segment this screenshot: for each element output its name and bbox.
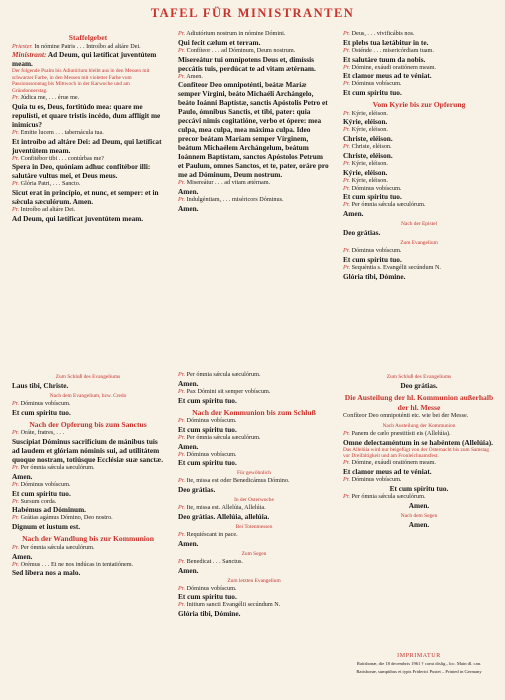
line-text: Laus tibi, Christe.: [12, 381, 69, 390]
speaker-label: Pr.: [12, 543, 20, 551]
line-text: Omne delectaméntum in se habéntem (Allelúia).: [343, 437, 493, 447]
ministrant-response: [178, 80, 330, 179]
ministrant-response: [178, 187, 330, 196]
priest-line: [343, 160, 495, 168]
column-bottom-middle: [178, 371, 330, 618]
line-text: Dómine, exáudi oratiónem meam.: [351, 459, 436, 467]
line-text: Amen.: [12, 471, 33, 481]
priest-line: [343, 110, 495, 118]
priest-line: [178, 371, 330, 379]
line-text: Et cum spíritu tuo.: [343, 88, 402, 98]
speaker-label: Pr.: [12, 128, 20, 136]
ministrant-response: [12, 408, 164, 417]
line-text: Et plebs tua lætábitur in te.: [343, 37, 429, 47]
priest-line: [12, 498, 164, 506]
speaker-label: Pr.: [178, 387, 186, 395]
line-text: Misereátur . . . ad vitam ætérnam.: [186, 179, 271, 187]
priest-line: [343, 30, 495, 38]
rubric-heading: [178, 551, 330, 558]
line-text: Orémus . . . Et ne nos indúcas in tentatiónem.: [20, 560, 134, 568]
line-text: Dóminus vobíscum.: [351, 476, 402, 484]
ministrant-response: [343, 134, 495, 143]
ministrant-response: [178, 396, 330, 405]
speaker-label: Pr.: [343, 80, 351, 88]
line-text: Requiéscant in pace.: [186, 531, 238, 539]
line-text: Dóminus vobíscum.: [20, 480, 71, 488]
line-text: Confitébor tibi . . . contúrbas me?: [20, 154, 104, 162]
speaker-label: Pr.: [343, 429, 351, 437]
line-text: Quia tu es, Deus, fortitúdo mea: quare me repulísti, et quare tristis incédo, dum afflígit me inimícus?: [12, 101, 161, 129]
line-text: Dóminus vobíscum.: [186, 450, 237, 458]
line-text: Nach dem Segen: [400, 512, 438, 519]
line-text: In nómine Patris . . . Introíbo ad altáre Dei.: [34, 42, 141, 50]
line-text: Et cum spíritu tuo.: [178, 395, 237, 405]
line-text: Das Allelúia wird nur beigefügt von der Osternacht bis zum Samstag vor Dreifaltigkeit und am Fronleichnamsfest.: [343, 446, 489, 459]
line-text: Introíbo ad altáre Dei.: [20, 206, 76, 214]
rubric-heading: [178, 578, 330, 585]
line-text: Misereátur tui omnípotens Deus et, dimíssis peccátis tuis, perdúcat te ad vitam ætérnam.: [178, 54, 316, 73]
line-text: Kýrie, eléison.: [351, 126, 388, 134]
column-top-middle: [178, 30, 330, 213]
line-text: Habémus ad Dóminum.: [12, 505, 86, 515]
line-text: Zum Segen: [241, 550, 267, 557]
priest-line: [343, 80, 495, 88]
line-text: Amen.: [178, 538, 199, 548]
line-text: Deo grátias.: [343, 228, 381, 238]
line-text: Kýrie, eléison.: [343, 117, 388, 127]
ministrant-response: [343, 484, 495, 493]
line-text: Amen.: [12, 551, 33, 561]
speaker-label: Pr.: [343, 46, 351, 54]
line-text: Christe, eléison.: [343, 151, 393, 161]
speaker-label: Pr.: [12, 400, 20, 407]
ministrant-response: [12, 381, 164, 390]
line-text: Júdica me, . . . érue me.: [20, 93, 80, 101]
line-text: Glória tibi, Dómine.: [178, 609, 241, 619]
ministrant-response: [178, 38, 330, 47]
speaker-label: Pr.: [178, 46, 186, 54]
rubric-heading: [12, 393, 164, 400]
ministrant-response: [12, 50, 164, 68]
line-text: Ite, missa est oder Benedicámus Dómino.: [186, 477, 290, 485]
priest-line: [12, 129, 164, 137]
line-text: Nach der Epistel: [401, 221, 437, 228]
speaker-label: Pr.: [343, 493, 351, 500]
line-text: Deo grátias.: [178, 485, 216, 495]
line-text: Sed líbera nos a malo.: [12, 568, 81, 578]
speaker-label: Pr.: [343, 160, 351, 168]
line-text: Sursum corda.: [20, 497, 57, 505]
speaker-label: Pr.: [178, 196, 186, 204]
ministrant-response: [12, 522, 164, 531]
priest-line: [178, 388, 330, 396]
line-text: Grátias agámus Dómino, Deo nostro.: [20, 514, 113, 522]
page-title: TAFEL FÜR MINISTRANTEN: [150, 6, 355, 20]
line-text: Nach der Opferung bis zum Sanctus: [29, 419, 147, 429]
line-text: Die Austeilung der hl. Kommunion außerhalb der hl. Messe: [344, 393, 494, 412]
line-text: Dóminus vobíscum.: [351, 80, 402, 88]
speaker-label: Pr.: [343, 143, 351, 151]
line-text: Pax Dómini sit semper vobíscum.: [186, 387, 271, 395]
speaker-label: Pr.: [178, 477, 186, 485]
priest-line: [343, 247, 495, 255]
line-text: Dóminus vobíscum.: [186, 417, 237, 425]
line-text: Kýrie, eléison.: [351, 109, 388, 117]
line-text: Et cum spíritu tuo.: [12, 488, 71, 498]
priest-line: [178, 451, 330, 459]
section-heading: [12, 534, 164, 544]
priest-line: [12, 155, 164, 163]
priest-line: [12, 464, 164, 472]
line-text: Et clamor meus ad te véniat.: [343, 467, 432, 477]
line-text: Ad Deum, qui lætíficat juventútem meam.: [12, 213, 144, 223]
ministrant-response: [178, 512, 330, 521]
speaker-label: Pr.: [12, 464, 20, 472]
line-text: Et cum spíritu tuo.: [12, 407, 71, 417]
imprimatur-heading: IMPRIMATUR: [397, 653, 441, 659]
line-text: Per ómnia sǽcula sæculórum.: [186, 433, 261, 441]
line-text: Amen.: [178, 203, 199, 213]
priest-line: [343, 47, 495, 55]
priest-line: [12, 400, 164, 408]
priest-line: [343, 143, 495, 151]
rubric-heading: [12, 374, 164, 381]
line-text: Nach der Wandlung bis zur Kommunion: [22, 534, 154, 544]
speaker-label: Pr.: [12, 560, 20, 568]
line-text: Et cum spíritu tuo.: [343, 192, 402, 202]
speaker-label: Ministrant:: [12, 50, 47, 60]
rubric-heading: [343, 423, 495, 430]
section-heading: [12, 420, 164, 430]
rubric-heading: [343, 240, 495, 247]
ministrant-response: [12, 137, 164, 155]
imprimatur-block: [343, 653, 495, 675]
line-text: Per ómnia sǽcula sæculórum.: [20, 543, 95, 551]
rubric-heading: [178, 524, 330, 531]
speaker-label: Pr.: [178, 531, 186, 539]
line-text: Spera in Deo, quóniam adhuc confitébor illi: salutáre vultus mei, et Deus meus.: [12, 162, 151, 181]
ministrant-response: [343, 381, 495, 390]
ministrant-response: [178, 485, 330, 494]
speaker-label: Pr.: [12, 93, 20, 101]
priest-line: [343, 476, 495, 484]
line-text: Der folgende Psalm bis Adiutórium bleibt aus in den Messen mit schwarzer Farbe, in den Messen mit violetter Farbe vom Passionssonntag bis Mittwoch in der Karwoche und am Gründonnerstag.: [12, 68, 150, 94]
line-text: Nach Austeilung der Kommunion: [382, 422, 456, 429]
speaker-label: Pr.: [343, 109, 351, 117]
ministrant-response: [178, 539, 330, 548]
speaker-label: Pr.: [178, 30, 186, 37]
line-text: Benedicat . . . Sanctus.: [186, 557, 243, 565]
ministrant-response: [178, 458, 330, 467]
line-text: Panem de cælo præstitísti eis (Allelúia).: [351, 429, 451, 437]
ministrant-response: [343, 117, 495, 126]
speaker-label: Pr.: [178, 179, 186, 187]
speaker-label: Pr.: [343, 201, 351, 209]
ministrant-response: [343, 228, 495, 237]
rubric-note: [343, 447, 495, 460]
priest-line: [178, 558, 330, 566]
priest-line: [12, 561, 164, 569]
ministrant-response: [12, 102, 164, 129]
line-text: Kýrie, eléison.: [343, 167, 388, 177]
priest-line: [178, 179, 330, 187]
line-text: Indulgéntiam, . . . miséricors Dóminus.: [186, 196, 284, 204]
speaker-label: Pr.: [178, 371, 186, 378]
ministrant-response: [12, 472, 164, 481]
priest-line: [343, 412, 495, 420]
line-text: Deo grátias. Allelúia, allelúia.: [178, 512, 270, 522]
line-text: Zum Schluß des Evangeliums: [386, 374, 452, 380]
priest-line: [178, 30, 330, 38]
ministrant-response: [343, 192, 495, 201]
line-text: Zum Schluß des Evangeliums: [55, 374, 121, 380]
line-text: Per ómnia sǽcula sæculórum.: [351, 493, 426, 500]
section-heading: [178, 408, 330, 418]
speaker-label: Pr.: [12, 154, 20, 162]
line-text: Christe, eléison.: [343, 134, 393, 144]
ministrant-response: [12, 489, 164, 498]
line-text: Vom Kyrie bis zur Opferung: [372, 100, 466, 110]
priest-line: [178, 434, 330, 442]
line-text: Initium sancti Evangélii secúndum N.: [186, 601, 281, 609]
ministrant-response: [12, 437, 164, 464]
priest-line: [343, 430, 495, 438]
priest-line: [12, 43, 164, 51]
line-text: Suscípiat Dóminus sacrifícium de mánibus tuis ad laudem et glóriam nóminis sui, ad utilitátem quoque nostram, totiúsque Ecclésiæ suæ sanctæ.: [12, 437, 164, 465]
line-text: Et salutáre tuum da nobis.: [343, 54, 426, 64]
line-text: Glória tibi, Dómine.: [343, 271, 406, 281]
line-text: Confíteor Deo omnipoténti, beátæ Maríæ semper Vírgini, beáto Michaéli Archángelo, beáto Ioánni Baptístæ, sanctis Apóstolis Petro et Paulo, ómnibus Sanctis, et tibi, pater: quia peccávi nimis cogitatióne, verbo et ópere: mea culpa, mea culpa, mea máxima culpa. Ideo precor beátam Maríam semper Vírginem, beátum Michaélem Archángelum, beátum Ioánnem Baptístam, sanctos Apóstolos Petrum et Paulum, omnes Sanctos, et te, pater, oráre pro me ad Dóminum, Deum nostrum.: [178, 80, 329, 180]
imprimatur-publisher: Ratisbonæ, sumptibus et typis Friderici Pustet – Printed in Germany: [356, 669, 482, 674]
line-text: Qui fecit cælum et terram.: [178, 37, 261, 47]
column-top-left: [12, 30, 164, 223]
line-text: Dóminus vobíscum.: [351, 247, 402, 255]
line-text: Per ómnia sǽcula sæculórum.: [20, 464, 95, 472]
ministrant-response: [343, 520, 495, 529]
speaker-label: Pr.: [12, 180, 20, 188]
rubric-heading: [343, 374, 495, 381]
line-text: Amen.: [186, 72, 203, 80]
rubric-heading: [178, 497, 330, 504]
rubric-heading: [343, 221, 495, 228]
priest-line: [178, 417, 330, 425]
speaker-label: Pr.: [343, 459, 351, 467]
speaker-label: Pr.: [12, 429, 20, 437]
ministrant-response: [178, 592, 330, 601]
rubric-heading: [178, 470, 330, 477]
line-text: Et introíbo ad altáre Dei: ad Deum, qui lætíficat juventútem meam.: [12, 136, 162, 155]
priest-line: [178, 531, 330, 539]
priest-line: [343, 201, 495, 209]
priest-line: [343, 459, 495, 467]
priest-line: [178, 585, 330, 593]
priest-line: [343, 64, 495, 72]
line-text: Amen.: [408, 519, 430, 529]
speaker-label: Pr.: [343, 264, 351, 272]
line-text: Dómine, exáudi oratiónem meam.: [351, 63, 436, 71]
ministrant-response: [343, 168, 495, 177]
speaker-label: Pr.: [12, 497, 20, 505]
ministrant-response: [12, 162, 164, 180]
speaker-label: Pr.: [343, 184, 351, 192]
line-text: Glória Patri, . . . Sancto.: [20, 180, 81, 188]
line-text: In der Osterwoche: [234, 497, 274, 504]
ministrant-response: [343, 55, 495, 64]
ministrant-response: [343, 209, 495, 218]
line-text: Et cum spíritu tuo.: [178, 592, 237, 602]
line-text: Amen.: [343, 209, 364, 219]
line-text: Amen.: [178, 187, 199, 197]
speaker-label: Pr.: [12, 206, 20, 214]
priest-line: [343, 185, 495, 193]
line-text: Et clamor meus ad te véniat.: [343, 71, 432, 81]
line-text: Sequéntia s. Evangélii secúndum N.: [351, 264, 441, 272]
section-heading: [343, 100, 495, 110]
ministrant-response: [12, 214, 164, 223]
line-text: Ite, missa est. Allelúia, Allelúia.: [186, 504, 266, 512]
priest-line: [178, 504, 330, 512]
line-text: Ad Deum, qui lætíficat juventútem meam.: [12, 50, 157, 69]
speaker-label: Pr.: [178, 504, 186, 512]
line-text: Bei Totenmessen: [235, 524, 273, 531]
ministrant-response: [12, 188, 164, 206]
line-text: Dignum et iustum est.: [12, 522, 81, 532]
ministrant-response: [343, 438, 495, 447]
line-text: Et cum spíritu tuo.: [389, 484, 449, 493]
priest-line: [12, 544, 164, 552]
line-text: Christe, eléison.: [351, 143, 392, 151]
line-text: Dóminus vobíscum.: [20, 400, 71, 407]
line-text: Kýrie, eléison.: [351, 176, 388, 184]
priest-line: [12, 180, 164, 188]
speaker-label: Pr.: [343, 247, 351, 255]
imprimatur-line: Ratisbonæ, die 18 decembris 1961 † comi dislig., loc. Main dl. can.: [356, 661, 482, 666]
line-text: Zum letzten Evangelium: [227, 577, 281, 584]
speaker-label: Pr.: [343, 176, 351, 184]
priest-line: [178, 601, 330, 609]
ministrant-response: [343, 151, 495, 160]
priest-line: [178, 477, 330, 485]
column-top-right: [343, 30, 495, 281]
line-text: Per ómnia sǽcula sæculórum.: [186, 371, 261, 378]
speaker-label: Pr.: [343, 63, 351, 71]
section-heading: [12, 33, 164, 43]
section-heading: [343, 393, 495, 412]
line-text: Nach dem Evangelium, bzw. Credo: [49, 393, 127, 399]
line-text: Zum Evangelium: [400, 240, 438, 247]
priest-line: [12, 206, 164, 214]
speaker-label: Pr.: [343, 30, 351, 37]
line-text: Amen.: [178, 441, 199, 451]
ministrant-response: [178, 379, 330, 388]
ministrant-response: [343, 255, 495, 264]
speaker-label: Pr.: [178, 417, 186, 425]
line-text: Et cum spíritu tuo.: [343, 255, 402, 265]
ministrant-response: [343, 88, 495, 97]
priest-line: [343, 126, 495, 134]
speaker-label: Pr.: [12, 480, 20, 488]
rubric-note: [12, 68, 164, 94]
priest-line: [178, 73, 330, 81]
line-text: Für gewöhnlich: [237, 470, 271, 477]
line-text: Et cum spíritu tuo.: [178, 458, 237, 468]
line-text: Confíteor . . . ad Dóminum, Deum nostrum.: [186, 46, 296, 54]
ministrant-response: [12, 505, 164, 514]
priest-line: [178, 47, 330, 55]
line-text: Dóminus vobíscum.: [186, 584, 237, 592]
priest-line: [178, 196, 330, 204]
speaker-label: Pr.: [178, 584, 186, 592]
priest-line: [12, 514, 164, 522]
line-text: Confíteor Deo omnipoténti etc. wie bei der Messe.: [343, 412, 469, 419]
ministrant-response: [343, 501, 495, 510]
line-text: Et cum spíritu tuo.: [178, 424, 237, 434]
ministrant-response: [178, 425, 330, 434]
line-text: Staffelgebet: [68, 33, 108, 42]
speaker-label: Priester.: [12, 42, 33, 50]
speaker-label: Pr.: [343, 476, 351, 484]
priest-line: [12, 481, 164, 489]
line-text: Amen.: [178, 378, 199, 388]
line-text: Sicut erat in princípio, et nunc, et semper: et in sǽcula sæculórum. Amen.: [12, 188, 159, 207]
line-text: Deo grátias.: [400, 381, 438, 390]
priest-line: [343, 264, 495, 272]
ministrant-response: [12, 552, 164, 561]
ministrant-response: [178, 204, 330, 213]
ministrant-response: [343, 272, 495, 281]
priest-line: [343, 177, 495, 185]
line-text: Osténde . . . misericórdiam tuam.: [351, 46, 434, 54]
ministrant-response: [343, 71, 495, 80]
line-text: Amen.: [408, 500, 430, 510]
line-text: Per ómnia sǽcula sæculórum.: [351, 201, 426, 209]
line-text: Kýrie, eléison.: [351, 160, 388, 168]
ministrant-response: [343, 467, 495, 476]
rubric-heading: [343, 513, 495, 520]
speaker-label: Pr.: [178, 450, 186, 458]
ministrant-response: [343, 38, 495, 47]
line-text: Emitte lucem . . . tabernácula tua.: [20, 128, 104, 136]
line-text: Amen.: [178, 565, 199, 575]
speaker-label: Pr.: [178, 601, 186, 609]
line-text: Adiutórium nostrum in nómine Dómini.: [186, 30, 286, 37]
ministrant-response: [178, 609, 330, 618]
ministrant-response: [178, 566, 330, 575]
priest-line: [12, 429, 164, 437]
speaker-label: Pr.: [343, 126, 351, 134]
priest-line: [12, 94, 164, 102]
column-bottom-left: [12, 371, 164, 577]
line-text: Dóminus vobíscum.: [351, 184, 402, 192]
priest-line: [343, 493, 495, 501]
speaker-label: Pr.: [12, 514, 20, 522]
line-text: Nach der Kommunion bis zum Schluß: [192, 407, 316, 417]
line-text: Oráte, fratres, . . .: [20, 429, 65, 437]
ministrant-response: [178, 442, 330, 451]
ministrant-response: [12, 568, 164, 577]
ministrant-response: [178, 55, 330, 73]
line-text: Deus, . . . vivificábis nos.: [351, 30, 415, 37]
speaker-label: Pr.: [178, 433, 186, 441]
column-bottom-right: [343, 371, 495, 529]
speaker-label: Pr.: [178, 72, 186, 80]
speaker-label: Pr.: [178, 557, 186, 565]
